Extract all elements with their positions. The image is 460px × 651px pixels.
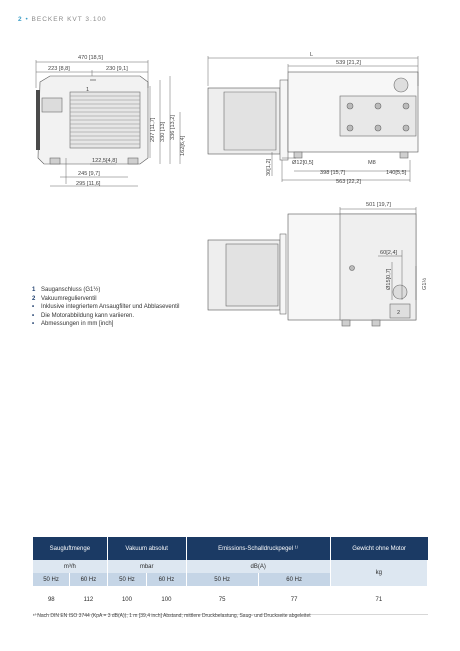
front-view <box>208 214 416 326</box>
dim-295: 295 [11,6] <box>76 181 101 187</box>
note-item: • Abmessungen in mm [inch] <box>32 321 114 328</box>
callout-2-front: 2 <box>397 310 401 316</box>
callout-1-side: 1 <box>86 87 90 93</box>
dim-563: 563 [22,2] <box>336 179 361 185</box>
note-item: • Inklusive integriertem Ansaugfilter und Abblaseventil <box>32 304 180 311</box>
dim-330: 330 [13] <box>160 121 166 142</box>
freq-cell: 60 Hz <box>258 573 330 586</box>
value-cell: 100 <box>107 586 146 615</box>
dim-398: 398 [15,7] <box>320 170 345 176</box>
notes-list <box>32 286 179 329</box>
dim-L: L <box>310 52 314 58</box>
dim-140: 140[5,5] <box>386 170 407 176</box>
dim-162: 162[6,4] <box>180 135 186 156</box>
freq-cell: 50 Hz <box>107 573 146 586</box>
value-cell: 112 <box>70 586 108 615</box>
top-view <box>208 72 418 160</box>
value-cell: 75 <box>186 586 258 615</box>
dim-336: 336 [13,2] <box>170 115 176 140</box>
dim-223: 223 [8,8] <box>48 66 70 72</box>
freq-cell: 50 Hz <box>33 573 70 586</box>
dim-245: 245 [9,7] <box>78 171 100 177</box>
page-number: 2 <box>18 16 23 23</box>
note-item: 2 Vakuumregulierventil <box>32 295 97 302</box>
dim-30: 30[1,2] <box>266 158 272 176</box>
header-schalldruckpegel: Emissions-Schalldruckpegel ¹⁾ <box>186 537 330 560</box>
dim-470: 470 [18,5] <box>78 55 103 61</box>
dim-m8: M8 <box>368 160 376 166</box>
dim-12: Ø12[0,5] <box>292 160 314 166</box>
dim-501: 501 [19,7] <box>366 202 391 208</box>
spec-table <box>33 537 428 615</box>
freq-cell: 50 Hz <box>186 573 258 586</box>
value-cell: 71 <box>330 586 427 615</box>
value-cell: 98 <box>33 586 70 615</box>
dim-297: 297 [11,7] <box>150 117 156 142</box>
dim-122: 122,5[4,8] <box>92 158 117 164</box>
header-gewicht: Gewicht ohne Motor <box>330 537 427 560</box>
note-item: • Die Motorabbildung kann variieren. <box>32 312 135 319</box>
document-title: BECKER KVT 3.100 <box>31 16 107 23</box>
freq-cell: 60 Hz <box>70 573 108 586</box>
freq-cell: 60 Hz <box>147 573 186 586</box>
value-cell: 100 <box>147 586 186 615</box>
footnote: ¹⁾ Nach DIN EN ISO 3744 (KpA = 3 dB(A)); 1 m [39,4 inch] Abstand; mittlere Druckbelastung, Saug- und Druckseite abgeleitet <box>33 613 311 619</box>
header-separator: • <box>25 16 29 23</box>
unit-cell: mbar <box>107 560 186 573</box>
unit-cell: m³/h <box>33 560 107 573</box>
side-view <box>36 76 148 164</box>
header-saugluftmenge: Saugluftmenge <box>33 537 107 560</box>
dim-539: 539 [21,2] <box>336 60 361 66</box>
dim-g112: G1½ <box>422 277 428 290</box>
unit-cell: kg <box>330 560 427 586</box>
dim-60: 60[2,4] <box>380 250 398 256</box>
header-vakuum: Vakuum absolut <box>107 537 186 560</box>
dim-15: Ø15[0,7] <box>386 268 392 290</box>
note-item: 1 Sauganschluss (G1½) <box>32 287 101 293</box>
unit-cell: dB(A) <box>186 560 330 573</box>
dim-230: 230 [9,1] <box>106 66 128 72</box>
value-cell: 77 <box>258 586 330 615</box>
